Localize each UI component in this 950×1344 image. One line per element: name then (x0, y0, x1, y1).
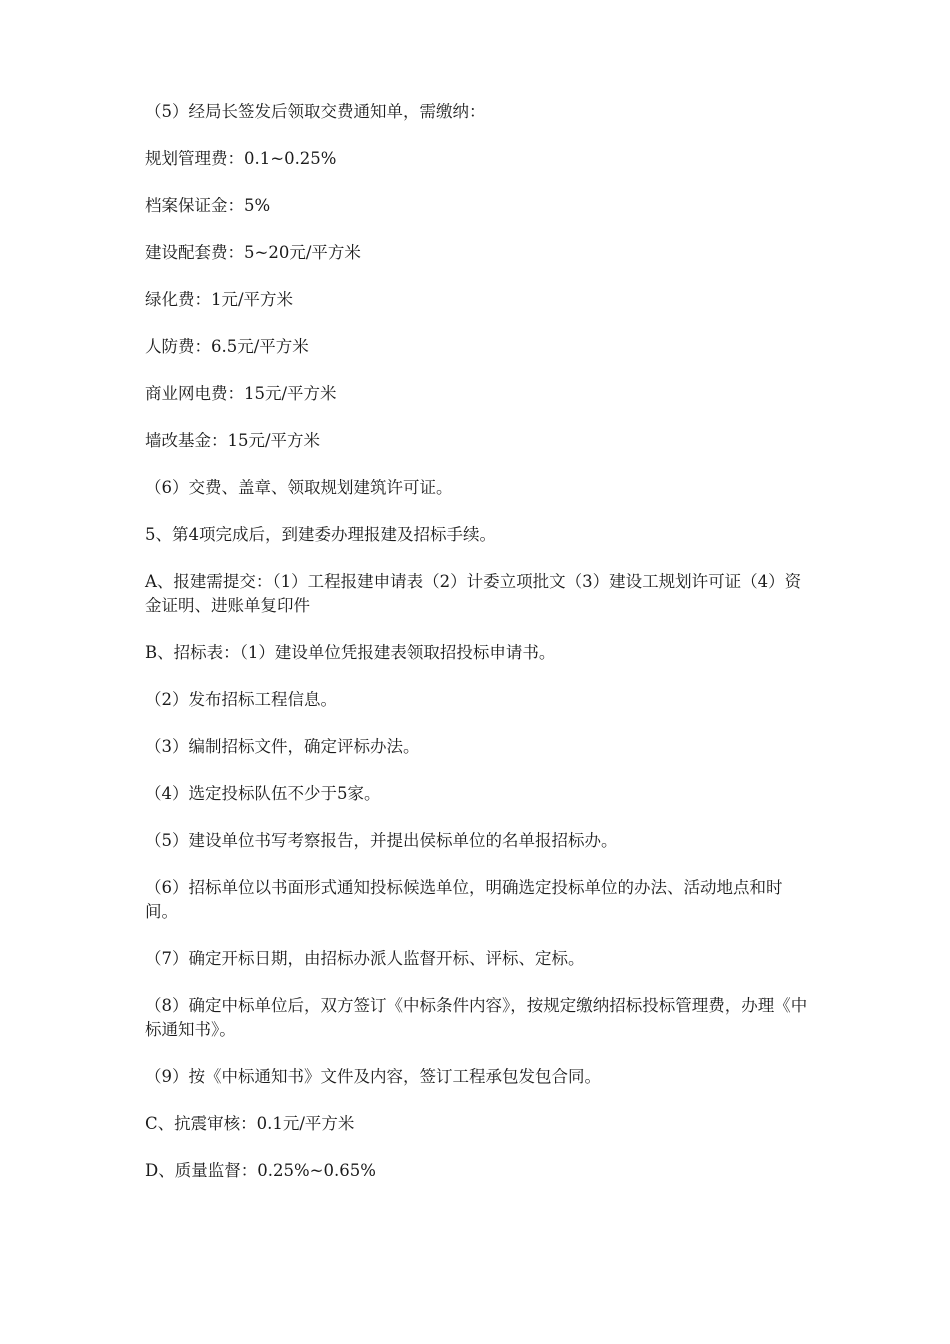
step-6-permit: （6）交费、盖章、领取规划建筑许可证。 (145, 478, 453, 497)
civil-defense-fee: 人防费：6.5元/平方米 (145, 337, 309, 356)
tender-step-2: （2）发布招标工程信息。 (145, 690, 337, 709)
tender-step-6: （6）招标单位以书面形式通知投标候选单位，明确选定投标单位的办法、活动地点和时间。 (145, 878, 783, 921)
archive-deposit: 档案保证金：5% (145, 196, 271, 215)
greening-fee: 绿化费：1元/平方米 (145, 290, 294, 309)
commercial-grid-fee: 商业网电费：15元/平方米 (145, 384, 337, 403)
step-5-fee-notice: （5）经局长签发后领取交费通知单，需缴纳： (145, 102, 486, 121)
tender-step-3: （3）编制招标文件，确定评标办法。 (145, 737, 420, 756)
item-a-submission: A、报建需提交：（1）工程报建申请表（2）计委立项批文（3）建设工规划许可证（4）资金证明、进账单复印件 (145, 572, 802, 615)
construction-supporting-fee: 建设配套费：5~20元/平方米 (145, 243, 361, 262)
planning-management-fee: 规划管理费：0.1~0.25% (145, 149, 337, 168)
item-b-tender-form: B、招标表：（1）建设单位凭报建表领取招投标申请书。 (145, 643, 556, 662)
tender-step-9: （9）按《中标通知书》文件及内容，签订工程承包发包合同。 (145, 1067, 601, 1086)
item-c-seismic-review: C、抗震审核：0.1元/平方米 (145, 1114, 355, 1133)
tender-step-4: （4）选定投标队伍不少于5家。 (145, 784, 381, 803)
tender-step-7: （7）确定开标日期，由招标办派人监督开标、评标、定标。 (145, 949, 585, 968)
item-d-quality-supervision: D、质量监督：0.25%~0.65% (145, 1161, 376, 1180)
document-body (145, 100, 810, 1206)
tender-step-8: （8）确定中标单位后，双方签订《中标条件内容》，按规定缴纳招标投标管理费，办理《中标通知书》。 (145, 996, 808, 1039)
wall-reform-fund: 墙改基金：15元/平方米 (145, 431, 321, 450)
tender-step-5: （5）建设单位书写考察报告，并提出侯标单位的名单报招标办。 (145, 831, 618, 850)
section-5-tendering: 5、第4项完成后，到建委办理报建及招标手续。 (145, 525, 496, 544)
